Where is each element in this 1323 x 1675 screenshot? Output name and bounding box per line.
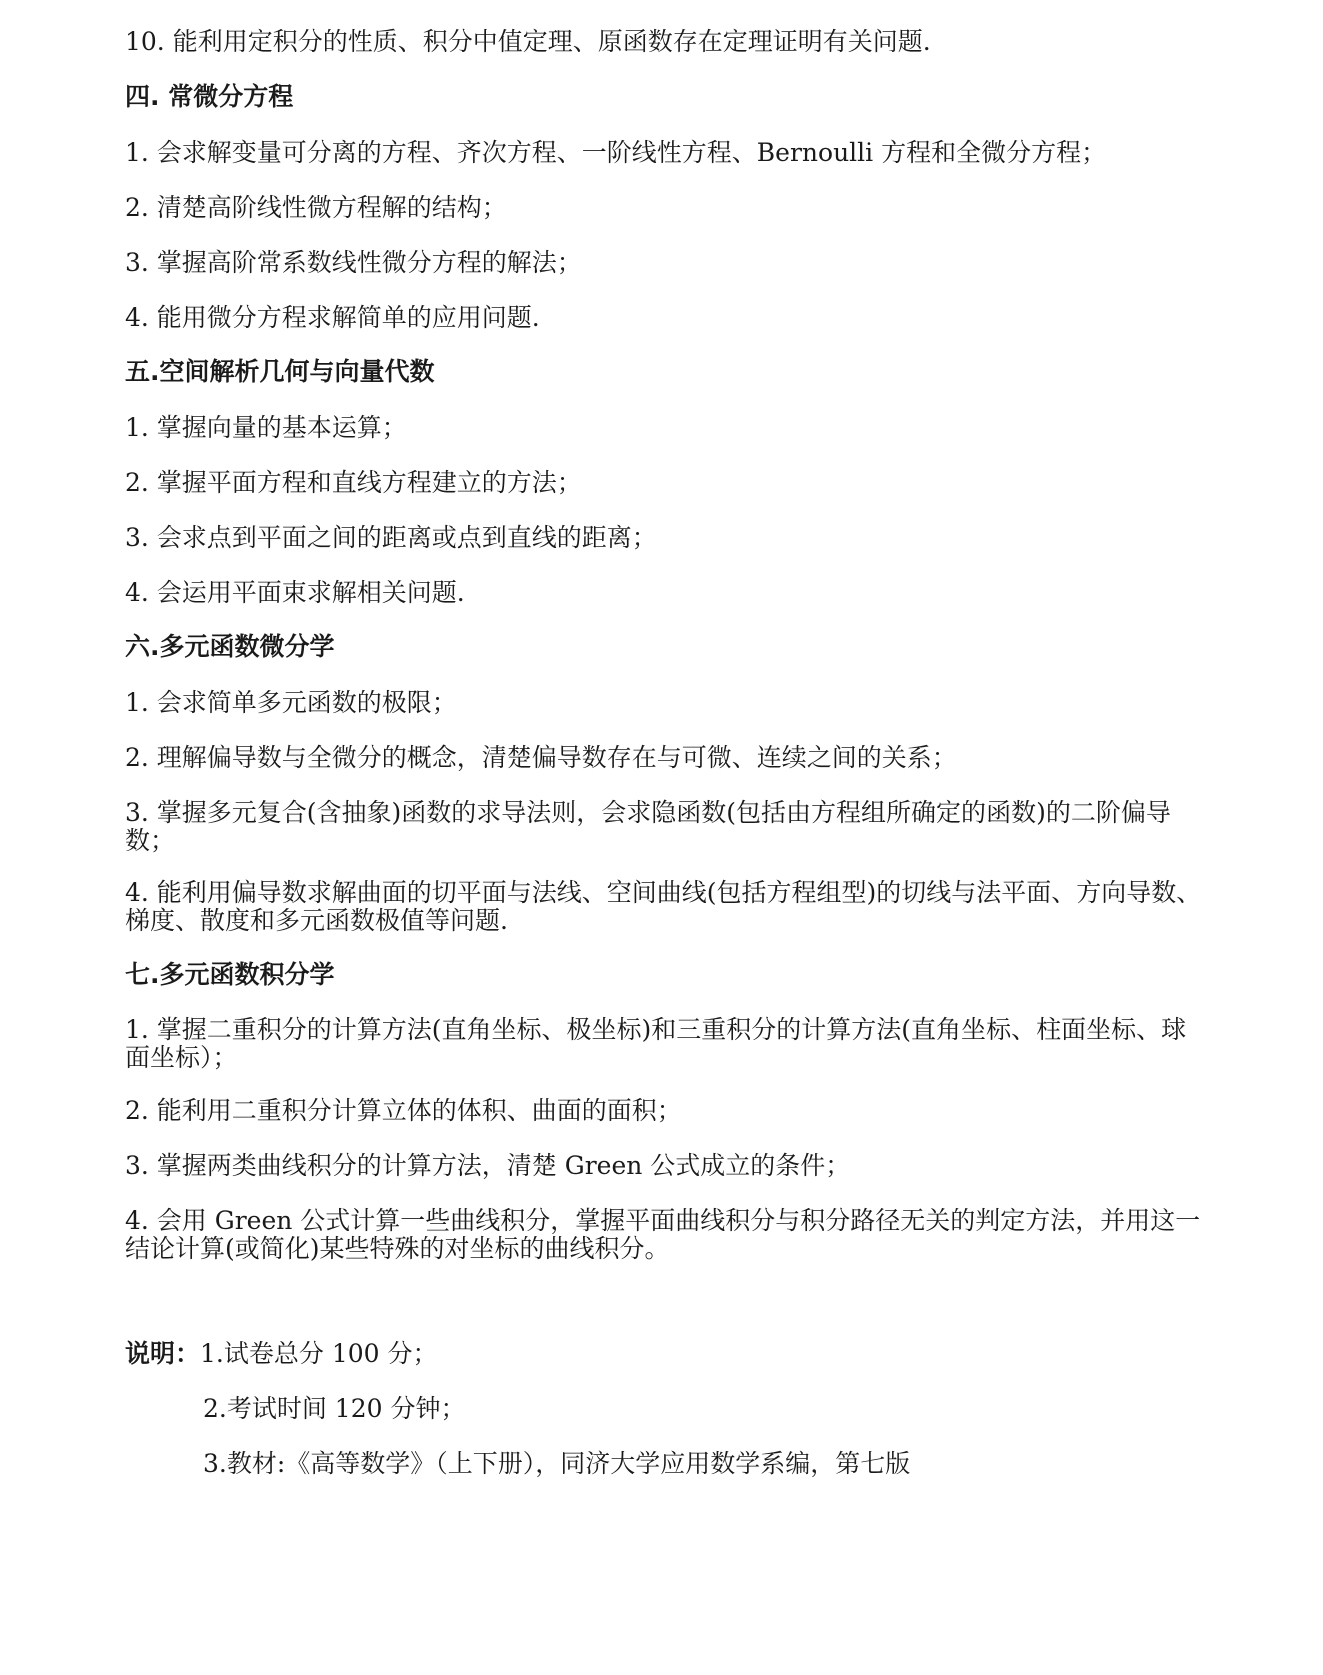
section-heading: 六.多元函数微分学 bbox=[125, 632, 335, 661]
list-item: 4. 会用 Green 公式计算一些曲线积分，掌握平面曲线积分与积分路径无关的判定方法，并用这一结论计算(或简化)某些特殊的对坐标的曲线积分。 bbox=[125, 1206, 1201, 1263]
notes-label: 说明： bbox=[125, 1339, 201, 1368]
list-item: 2. 掌握平面方程和直线方程建立的方法； bbox=[125, 468, 582, 497]
list-item: 2. 能利用二重积分计算立体的体积、曲面的面积； bbox=[125, 1096, 682, 1125]
section-heading: 五.空间解析几何与向量代数 bbox=[125, 357, 435, 386]
note-item: 1.试卷总分 100 分； bbox=[200, 1339, 438, 1368]
section-heading: 四. 常微分方程 bbox=[125, 82, 294, 111]
notes-row bbox=[125, 1340, 1205, 1368]
list-item: 1. 掌握向量的基本运算； bbox=[125, 413, 407, 442]
list-item: 3. 掌握多元复合(含抽象)函数的求导法则，会求隐函数(包括由方程组所确定的函数)的二阶偏导数； bbox=[125, 798, 1171, 855]
note-item: 3.教材:《高等数学》（上下册），同济大学应用数学系编，第七版 bbox=[203, 1449, 911, 1478]
list-item: 3. 会求点到平面之间的距离或点到直线的距离； bbox=[125, 523, 657, 552]
list-item: 4. 能利用偏导数求解曲面的切平面与法线、空间曲线(包括方程组型)的切线与法平面、方向导数、梯度、散度和多元函数极值等问题. bbox=[125, 878, 1202, 935]
list-item: 1. 会求简单多元函数的极限； bbox=[125, 688, 457, 717]
list-item: 3. 掌握高阶常系数线性微分方程的解法； bbox=[125, 248, 582, 277]
list-item: 10. 能利用定积分的性质、积分中值定理、原函数存在定理证明有关问题. bbox=[125, 27, 931, 56]
list-item: 2. 清楚高阶线性微方程解的结构； bbox=[125, 193, 507, 222]
list-item: 2. 理解偏导数与全微分的概念，清楚偏导数存在与可微、连续之间的关系； bbox=[125, 743, 957, 772]
list-item: 3. 掌握两类曲线积分的计算方法，清楚 Green 公式成立的条件； bbox=[125, 1151, 851, 1180]
list-item: 4. 会运用平面束求解相关问题. bbox=[125, 578, 465, 607]
section-heading: 七.多元函数积分学 bbox=[125, 960, 335, 989]
list-item: 1. 掌握二重积分的计算方法(直角坐标、极坐标)和三重积分的计算方法(直角坐标、柱面坐标、球面坐标）； bbox=[125, 1015, 1187, 1072]
list-item: 4. 能用微分方程求解简单的应用问题. bbox=[125, 303, 540, 332]
list-item: 1. 会求解变量可分离的方程、齐次方程、一阶线性方程、Bernoulli 方程和全微分方程； bbox=[125, 138, 1107, 167]
note-item: 2.考试时间 120 分钟； bbox=[203, 1394, 466, 1423]
